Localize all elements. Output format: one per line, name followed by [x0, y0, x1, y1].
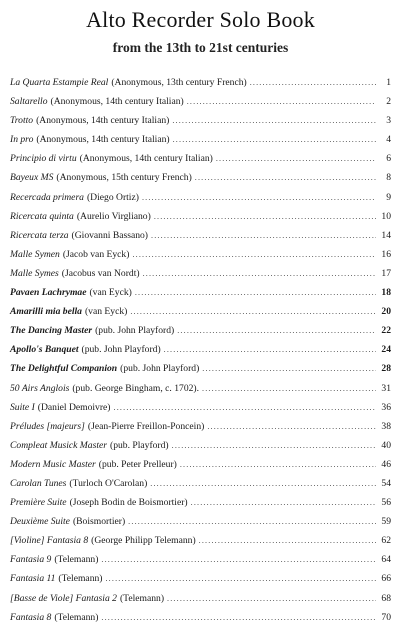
toc-dot-leader	[173, 130, 376, 149]
toc-entry-page-number: 2	[386, 96, 391, 108]
toc-dot-leader	[250, 73, 376, 92]
toc-entry-title: In pro	[10, 134, 34, 146]
toc-dot-leader	[101, 550, 376, 569]
toc-entry-title: Bayeux MS	[10, 172, 54, 184]
toc-entry	[10, 245, 391, 264]
book-title: Alto Recorder Solo Book	[86, 7, 315, 32]
toc-dot-leader	[167, 589, 376, 608]
toc-entry-page-number: 9	[386, 191, 391, 203]
toc-entry-title: Modern Music Master	[10, 458, 96, 470]
toc-entry-page-number: 59	[381, 516, 391, 528]
toc-entry-credit: (pub. George Bingham, c. 1702).	[72, 382, 200, 394]
toc-entry-title: Fantasia 8	[10, 611, 52, 623]
toc-entry	[10, 73, 391, 92]
toc-entry-credit: (Telemann)	[119, 592, 165, 604]
toc-dot-leader	[151, 226, 376, 245]
toc-entry-page-number: 31	[381, 382, 391, 394]
toc-entry-page-number: 14	[381, 229, 391, 241]
toc-entry-credit: (Anonymous, 14th century Italian)	[36, 134, 170, 146]
toc-dot-leader	[199, 531, 376, 550]
toc-entry-page-number: 46	[381, 458, 391, 470]
toc-entry-title: Trotto	[10, 115, 34, 127]
toc-entry-title: Apollo's Banquet	[10, 344, 79, 356]
toc-entry	[10, 531, 391, 550]
toc-entry	[10, 321, 391, 340]
toc-entry	[10, 512, 391, 531]
toc-entry-credit: (Jacobus van Nordt)	[61, 267, 140, 279]
toc-entry-credit: (Telemann)	[58, 573, 103, 585]
toc-entry	[10, 92, 391, 111]
toc-entry-page-number: 38	[381, 420, 391, 432]
toc-dot-leader	[187, 92, 376, 111]
toc-entry-credit: (Anonymous, 14th century Italian)	[36, 115, 170, 127]
toc-entry-credit: (van Eyck)	[84, 306, 128, 318]
toc-entry-credit: (Anonymous, 13th century French)	[111, 77, 247, 88]
toc-entry	[10, 417, 391, 436]
toc-entry	[10, 302, 391, 321]
toc-dot-leader	[135, 283, 376, 302]
toc-entry-credit: (Daniel Demoivre)	[37, 401, 111, 413]
toc-entry-title: La Quarta Estampie Real	[10, 77, 109, 88]
toc-entry-title: Malle Symes	[10, 267, 59, 279]
toc-entry-credit: (pub. John Playford)	[95, 325, 175, 337]
toc-dot-leader	[202, 359, 376, 378]
toc-dot-leader	[154, 207, 376, 226]
toc-dot-leader	[150, 474, 376, 493]
toc-entry-credit: (pub. John Playford)	[81, 344, 161, 356]
toc-dot-leader	[202, 379, 376, 398]
toc-entry-credit: (Telemann)	[54, 611, 99, 623]
toc-entry	[10, 149, 391, 168]
toc-entry-title: Suite I	[10, 401, 35, 413]
toc-entry	[10, 111, 391, 130]
toc-entry-credit: (Anonymous, 14th century Italian)	[50, 96, 184, 108]
toc-entry-title: Ricercata quinta	[10, 210, 74, 222]
toc-entry-title: [Violine] Fantasia 8	[10, 535, 89, 547]
toc-entry	[10, 130, 391, 149]
toc-entry-credit: (pub. Playford)	[110, 439, 169, 451]
toc-entry-page-number: 54	[381, 477, 391, 489]
toc-entry-credit: (pub. Peter Prelleur)	[98, 458, 177, 470]
toc-entry	[10, 493, 391, 512]
toc-entry	[10, 455, 391, 474]
toc-entry-title: Principio di virtu	[10, 153, 77, 165]
toc-entry-page-number: 18	[381, 287, 391, 299]
toc-entry-page-number: 36	[381, 401, 391, 413]
toc-entry	[10, 359, 391, 378]
toc-entry	[10, 340, 391, 359]
toc-entry-page-number: 68	[381, 592, 391, 604]
toc-dot-leader	[164, 340, 376, 359]
toc-dot-leader	[195, 168, 376, 187]
toc-entry-page-number: 17	[381, 267, 391, 279]
toc-entry	[10, 283, 391, 302]
toc-entry-title: Malle Symen	[10, 248, 60, 260]
toc-entry	[10, 379, 391, 398]
toc-entry-credit: (Giovanni Bassano)	[71, 229, 149, 241]
toc-entry	[10, 569, 391, 588]
toc-entry-title: Fantasia 11	[10, 573, 56, 585]
toc-entry	[10, 398, 391, 417]
toc-dot-leader	[128, 512, 376, 531]
toc-entry-credit: (Anonymous, 15th century French)	[56, 172, 192, 184]
toc-entry-title: Préludes [majeurs]	[10, 420, 85, 432]
toc-entry-title: Saltarello	[10, 96, 48, 108]
toc-dot-leader	[105, 569, 376, 588]
toc-entry-title: Fantasia 9	[10, 554, 52, 566]
toc-dot-leader	[114, 398, 376, 417]
toc-entry-page-number: 66	[381, 573, 391, 585]
toc-entry	[10, 474, 391, 493]
toc-entry-title: Carolan Tunes	[10, 477, 67, 489]
toc-entry-credit: (Jean-Pierre Freillon-Poncein)	[87, 420, 205, 432]
toc-dot-leader	[142, 188, 376, 207]
toc-entry-page-number: 8	[386, 172, 391, 184]
toc-entry-title: The Dancing Master	[10, 325, 93, 337]
toc-entry-title: Recercada primera	[10, 191, 84, 203]
toc-entry	[10, 168, 391, 187]
toc-entry-credit: (George Philipp Telemann)	[91, 535, 196, 547]
toc-entry-credit: (Anonymous, 14th century Italian)	[79, 153, 213, 165]
book-subtitle: from the 13th to 21st centuries	[112, 40, 289, 55]
toc-entry-credit: (Turloch O'Carolan)	[69, 477, 148, 489]
toc-entry-credit: (pub. John Playford)	[120, 363, 200, 375]
toc-dot-leader	[101, 608, 376, 627]
toc-entry-title: 50 Airs Anglois	[10, 382, 70, 394]
toc-entry-credit: (van Eyck)	[89, 287, 132, 299]
toc-dot-leader	[172, 111, 376, 130]
toc-entry-title: Pavaen Lachrymae	[10, 287, 87, 299]
toc-entry	[10, 550, 391, 569]
toc-entry-page-number: 70	[381, 611, 391, 623]
toc-entry	[10, 188, 391, 207]
toc-entry	[10, 436, 391, 455]
toc-entry-page-number: 1	[386, 77, 391, 88]
toc-entry-title: Deuxième Suite	[10, 516, 70, 528]
toc-entry	[10, 264, 391, 283]
toc-entry-title: Ricercata terza	[10, 229, 69, 241]
toc-entry-credit: (Telemann)	[54, 554, 99, 566]
toc-entry-title: [Basse de Viole] Fantasia 2	[10, 592, 117, 604]
toc-entry-page-number: 6	[386, 153, 391, 165]
toc-entry-page-number: 20	[381, 306, 391, 318]
toc-dot-leader	[216, 149, 376, 168]
toc-dot-leader	[180, 455, 376, 474]
table-of-contents	[10, 73, 391, 627]
toc-entry-page-number: 22	[381, 325, 391, 337]
toc-entry-page-number: 16	[381, 248, 391, 260]
toc-entry	[10, 226, 391, 245]
toc-entry-title: Première Suite	[10, 497, 67, 509]
toc-entry-page-number: 56	[381, 497, 391, 509]
toc-dot-leader	[177, 321, 376, 340]
toc-entry-credit: (Aurelio Virgliano)	[76, 210, 151, 222]
toc-entry	[10, 589, 391, 608]
toc-entry-page-number: 24	[381, 344, 391, 356]
toc-entry-title: Amarilli mia bella	[10, 306, 82, 318]
toc-dot-leader	[172, 436, 376, 455]
toc-entry-page-number: 10	[381, 210, 391, 222]
toc-entry	[10, 608, 391, 627]
toc-entry	[10, 207, 391, 226]
toc-entry-credit: (Diego Ortiz)	[86, 191, 139, 203]
toc-entry-credit: (Joseph Bodin de Boismortier)	[69, 497, 188, 509]
toc-entry-page-number: 64	[381, 554, 391, 566]
toc-entry-page-number: 40	[381, 439, 391, 451]
toc-dot-leader	[130, 302, 376, 321]
toc-entry-page-number: 3	[386, 115, 391, 127]
toc-dot-leader	[132, 245, 376, 264]
toc-entry-credit: (Jacob van Eyck)	[62, 248, 130, 260]
toc-entry-title: Compleat Musick Master	[10, 439, 107, 451]
toc-dot-leader	[191, 493, 376, 512]
toc-dot-leader	[207, 417, 376, 436]
toc-dot-leader	[143, 264, 376, 283]
toc-entry-credit: (Boismortier)	[72, 516, 126, 528]
toc-entry-page-number: 28	[381, 363, 391, 375]
toc-entry-title: The Delightful Companion	[10, 363, 118, 375]
toc-entry-page-number: 62	[381, 535, 391, 547]
toc-entry-page-number: 4	[386, 134, 391, 146]
